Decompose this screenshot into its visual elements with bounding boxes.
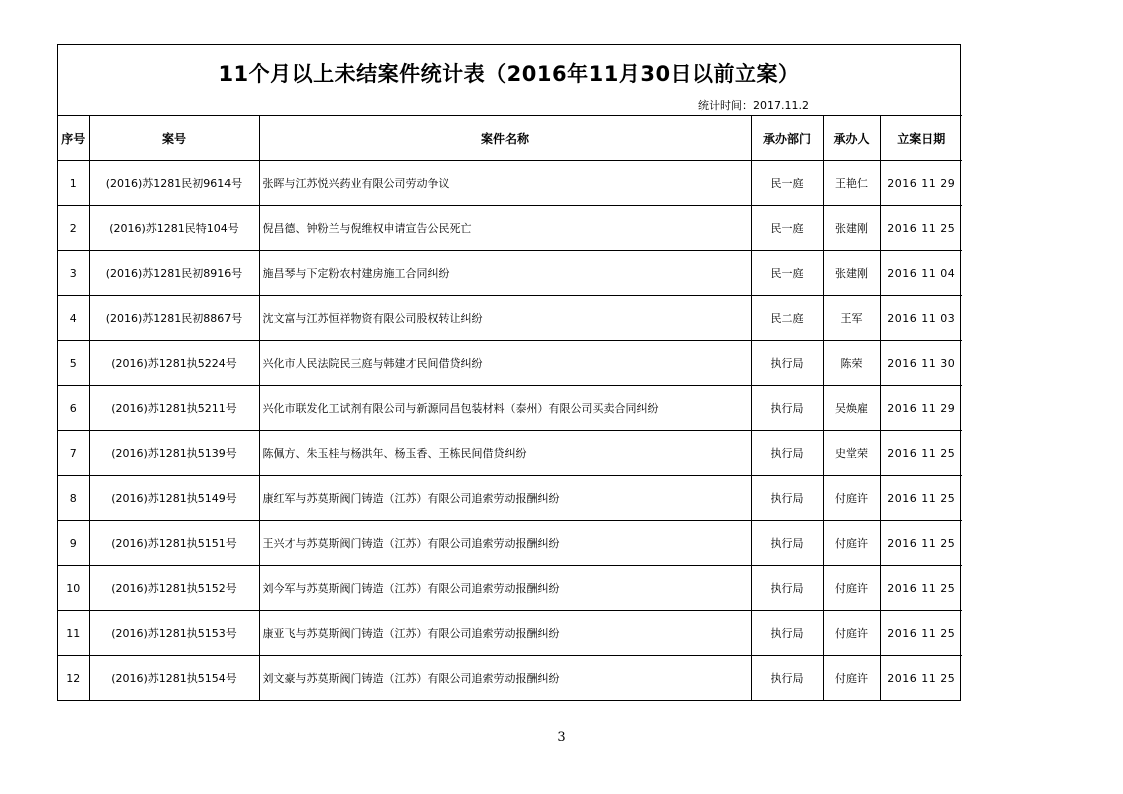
cell-seq: 1 [58, 161, 89, 206]
table-row [58, 206, 962, 251]
cell-handler: 付庭许 [823, 611, 880, 656]
cell-dept: 执行局 [751, 566, 823, 611]
header-seq: 序号 [58, 116, 89, 161]
cell-handler: 吴焕雇 [823, 386, 880, 431]
table-body [58, 161, 962, 701]
cell-case-name: 刘今军与苏莫斯阀门铸造（江苏）有限公司追索劳动报酬纠纷 [259, 566, 751, 611]
cell-handler: 张建刚 [823, 251, 880, 296]
cell-dept: 民一庭 [751, 251, 823, 296]
cell-case-no: (2016)苏1281执5153号 [89, 611, 259, 656]
header-case-no: 案号 [89, 116, 259, 161]
table-row [58, 431, 962, 476]
cell-date: 2016 11 25 [880, 521, 962, 566]
cell-date: 2016 11 25 [880, 566, 962, 611]
cell-handler: 张建刚 [823, 206, 880, 251]
cell-seq: 4 [58, 296, 89, 341]
table-row [58, 521, 962, 566]
cell-seq: 7 [58, 431, 89, 476]
cell-date: 2016 11 04 [880, 251, 962, 296]
table-row [58, 386, 962, 431]
cell-dept: 执行局 [751, 656, 823, 701]
cell-case-name: 康亚飞与苏莫斯阀门铸造（江苏）有限公司追索劳动报酬纠纷 [259, 611, 751, 656]
cell-case-no: (2016)苏1281执5211号 [89, 386, 259, 431]
case-table [58, 115, 962, 700]
cell-case-no: (2016)苏1281执5151号 [89, 521, 259, 566]
cell-case-name: 施昌琴与下定粉农村建房施工合同纠纷 [259, 251, 751, 296]
table-row [58, 251, 962, 296]
cell-handler: 付庭许 [823, 656, 880, 701]
cell-case-no: (2016)苏1281执5154号 [89, 656, 259, 701]
cell-case-name: 陈佩方、朱玉桂与杨洪年、杨玉香、王栋民间借贷纠纷 [259, 431, 751, 476]
table-row [58, 566, 962, 611]
cell-seq: 5 [58, 341, 89, 386]
cell-case-no: (2016)苏1281民特104号 [89, 206, 259, 251]
cell-dept: 执行局 [751, 611, 823, 656]
cell-date: 2016 11 30 [880, 341, 962, 386]
cell-date: 2016 11 29 [880, 386, 962, 431]
table-row [58, 476, 962, 521]
cell-handler: 陈荣 [823, 341, 880, 386]
cell-dept: 执行局 [751, 476, 823, 521]
cell-handler: 付庭许 [823, 566, 880, 611]
cell-seq: 10 [58, 566, 89, 611]
cell-case-name: 兴化市人民法院民三庭与韩建才民间借贷纠纷 [259, 341, 751, 386]
cell-handler: 王军 [823, 296, 880, 341]
report-sheet [57, 44, 961, 701]
table-header-row [58, 116, 962, 161]
cell-case-no: (2016)苏1281执5152号 [89, 566, 259, 611]
table-row [58, 296, 962, 341]
cell-date: 2016 11 29 [880, 161, 962, 206]
cell-handler: 付庭许 [823, 521, 880, 566]
cell-seq: 8 [58, 476, 89, 521]
cell-case-name: 张晖与江苏悦兴药业有限公司劳动争议 [259, 161, 751, 206]
cell-dept: 民一庭 [751, 161, 823, 206]
cell-date: 2016 11 25 [880, 476, 962, 521]
cell-dept: 民二庭 [751, 296, 823, 341]
cell-case-name: 兴化市联发化工试剂有限公司与新源同昌包装材料（泰州）有限公司买卖合同纠纷 [259, 386, 751, 431]
cell-case-no: (2016)苏1281民初8916号 [89, 251, 259, 296]
report-title: 11个月以上未结案件统计表（2016年11月30日以前立案） [218, 62, 800, 86]
cell-case-no: (2016)苏1281执5149号 [89, 476, 259, 521]
cell-seq: 9 [58, 521, 89, 566]
cell-handler: 史堂荣 [823, 431, 880, 476]
cell-case-name: 康红军与苏莫斯阀门铸造（江苏）有限公司追索劳动报酬纠纷 [259, 476, 751, 521]
cell-handler: 付庭许 [823, 476, 880, 521]
cell-date: 2016 11 25 [880, 206, 962, 251]
cell-seq: 12 [58, 656, 89, 701]
cell-case-no: (2016)苏1281执5139号 [89, 431, 259, 476]
header-dept: 承办部门 [751, 116, 823, 161]
cell-case-no: (2016)苏1281民初9614号 [89, 161, 259, 206]
cell-date: 2016 11 25 [880, 656, 962, 701]
header-case-name: 案件名称 [259, 116, 751, 161]
cell-dept: 执行局 [751, 521, 823, 566]
cell-dept: 执行局 [751, 341, 823, 386]
table-row [58, 161, 962, 206]
cell-seq: 3 [58, 251, 89, 296]
cell-seq: 2 [58, 206, 89, 251]
cell-date: 2016 11 25 [880, 611, 962, 656]
table-row [58, 341, 962, 386]
cell-case-no: (2016)苏1281执5224号 [89, 341, 259, 386]
stat-time-row [58, 101, 960, 115]
cell-dept: 执行局 [751, 431, 823, 476]
cell-dept: 民一庭 [751, 206, 823, 251]
cell-date: 2016 11 03 [880, 296, 962, 341]
cell-seq: 6 [58, 386, 89, 431]
cell-dept: 执行局 [751, 386, 823, 431]
cell-seq: 11 [58, 611, 89, 656]
cell-case-no: (2016)苏1281民初8867号 [89, 296, 259, 341]
page-number: 3 [557, 730, 566, 745]
table-row [58, 611, 962, 656]
stat-time: 统计时间：2017.11.2 [698, 99, 809, 112]
cell-case-name: 沈文富与江苏恒祥物资有限公司股权转让纠纷 [259, 296, 751, 341]
header-date: 立案日期 [880, 116, 962, 161]
cell-date: 2016 11 25 [880, 431, 962, 476]
cell-handler: 王艳仁 [823, 161, 880, 206]
cell-case-name: 王兴才与苏莫斯阀门铸造（江苏）有限公司追索劳动报酬纠纷 [259, 521, 751, 566]
table-row [58, 656, 962, 701]
cell-case-name: 刘文豪与苏莫斯阀门铸造（江苏）有限公司追索劳动报酬纠纷 [259, 656, 751, 701]
header-handler: 承办人 [823, 116, 880, 161]
cell-case-name: 倪昌德、钟粉兰与倪维权申请宣告公民死亡 [259, 206, 751, 251]
